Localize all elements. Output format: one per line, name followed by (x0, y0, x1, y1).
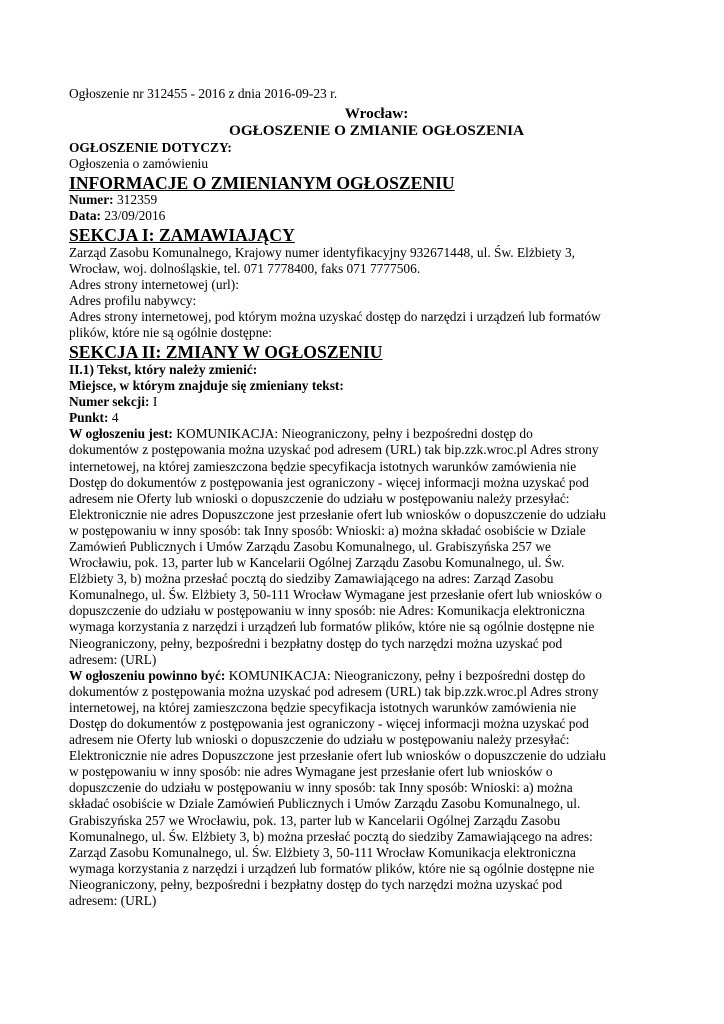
current-text-line: dopuszczenie do udziału w postępowaniu w inny sposób: nie Adres: Komunikacja elektroniczna (69, 603, 585, 619)
current-text-line: Nieograniczony, pełny, bezpośredni i bezpłatny dostęp do tych narzędzi można uzyskać pod (69, 635, 563, 651)
current-text-line: wymaga korzystania z narzędzi i urządzeń lub formatów plików, które nie są ogólnie dostępne nie (69, 619, 595, 635)
section2-location-label: Miejsce, w którym znajduje się zmieniany tekst: (69, 378, 344, 394)
new-text-line: dokumentów z postępowania można uzyskać pod adresem (URL) tak bip.zzk.wroc.pl Adres strony (69, 683, 599, 699)
new-text-line: Zarząd Zasobu Komunalnego, ul. Św. Elżbiety 3, 50-111 Wrocław Komunikacja elektroniczna (69, 844, 576, 860)
section1-line: Zarząd Zasobu Komunalnego, Krajowy numer identyfikacyjny 932671448, ul. Św. Elżbiety 3, (69, 244, 575, 260)
current-text-line (69, 426, 684, 442)
changed-notice-number (69, 192, 684, 208)
current-text-line: Dostęp do dokumentów z postępowania jest ograniczony - więcej informacji można uzyskać pod (69, 474, 589, 490)
new-text-value: KOMUNIKACJA: Nieograniczony, pełny i bezpośredni dostęp do (225, 667, 586, 683)
new-text-line: w postępowaniu w inny sposób: nie adres Wymagane jest przesłanie ofert lub wniosków o (69, 764, 553, 780)
section1-line: Adres strony internetowej, pod którym można uzyskać dostęp do narzędzi i urządzeń lub formatów (69, 309, 601, 325)
point-line (69, 410, 684, 426)
new-text-line: Grabiszyńska 257 we Wrocławiu, pok. 13, parter lub w Kancelarii Ogólnej Zarządu Zasobu (69, 812, 561, 828)
current-text-value: KOMUNIKACJA: Nieograniczony, pełny i bezpośredni dostęp do (172, 426, 533, 442)
new-text-line: wymaga korzystania z narzędzi i urządzeń lub formatów plików, które nie są ogólnie dostępne nie (69, 860, 595, 876)
concerns-label: OGŁOSZENIE DOTYCZY: (69, 139, 232, 155)
section1-line: Adres profilu nabywcy: (69, 293, 197, 309)
concerns-value: Ogłoszenia o zamówieniu (69, 155, 209, 171)
new-text-line: Nieograniczony, pełny, bezpośredni i bezpłatny dostęp do tych narzędzi można uzyskać pod (69, 876, 563, 892)
new-text-line: Elektronicznie nie adres Dopuszczone jest przesłanie ofert lub wniosków o dopuszczenie do udziału (69, 748, 606, 764)
current-text-line: Wrocławiu, pok. 13, parter lub w Kancelarii Ogólnej Zarządu Zasobu Komunalnego, ul. Św. (69, 555, 565, 571)
point-value: 4 (111, 410, 119, 426)
section1-line: Wrocław, woj. dolnośląskie, tel. 071 7778400, faks 071 7777506. (69, 260, 421, 276)
new-text-line: Dostęp do dokumentów z postępowania jest ograniczony - więcej informacji można uzyskać pod (69, 716, 589, 731)
section-number-label: Numer sekcji: (69, 394, 150, 410)
section-number-line (69, 394, 684, 410)
new-text-line: Komunalnego, ul. Św. Elżbiety 3, b) można przesłać pocztą do siedziby Zamawiającego na adres: (69, 828, 593, 844)
page-title: OGŁOSZENIE O ZMIANIE OGŁOSZENIA (229, 122, 524, 140)
city-heading: Wrocław: (344, 105, 409, 123)
section1-line: plików, które nie są ogólnie dostępne: (69, 325, 272, 341)
new-text-label: W ogłoszeniu powinno być: (69, 667, 226, 683)
section1-heading: SEKCJA I: ZAMAWIAJĄCY (69, 225, 295, 246)
section-number-value: I (152, 394, 158, 410)
new-text-line (69, 668, 684, 684)
current-text-line: adresem: (URL) (69, 651, 157, 667)
current-text-line: dokumentów z postępowania można uzyskać pod adresem (URL) tak bip.zzk.wroc.pl Adres strony (69, 442, 599, 458)
current-text-line: internetowej, na której zamieszczona będzie specyfikacja istotnych warunków zamówienia nie (69, 458, 577, 474)
section2-heading: SEKCJA II: ZMIANY W OGŁOSZENIU (69, 342, 383, 363)
new-text-line: składać osobiście w Dziale Zamówień Publicznych i Umów Zarządu Zasobu Komunalnego, ul. (69, 796, 581, 812)
current-text-line: Elektronicznie nie adres Dopuszczone jest przesłanie ofert lub wniosków o dopuszczenie do udziału (69, 506, 606, 522)
current-text-line: Elżbiety 3, b) można przesłać pocztą do siedziby Zamawiającego na adres: Zarząd Zasobu (69, 571, 554, 587)
date-value: 23/09/2016 (104, 208, 166, 224)
section2-subheading: II.1) Tekst, który należy zmienić: (69, 361, 258, 377)
date-label: Data: (69, 208, 101, 224)
changed-notice-heading: INFORMACJE O ZMIENIANYM OGŁOSZENIU (69, 172, 455, 193)
current-text-line: Komunalnego, ul. Św. Elżbiety 3, 50-111 Wrocław Wymagane jest przesłanie ofert lub wniosków o (69, 587, 602, 603)
changed-notice-date (69, 208, 684, 224)
notice-number-line: Ogłoszenie nr 312455 - 2016 z dnia 2016-09-23 r. (69, 86, 338, 101)
current-text-line: Zamówień Publicznych i Umów Zarządu Zasobu Komunalnego, ul. Grabiszyńska 257 we (69, 538, 551, 554)
new-text-line: adresem nie Oferty lub wnioski o dopuszczenie do udziału w postępowaniu należy przesyłać: (69, 732, 570, 748)
new-text-line: adresem: (URL) (69, 893, 157, 909)
new-text-line: internetowej, na której zamieszczona będzie specyfikacja istotnych warunków zamówienia nie (69, 699, 577, 715)
new-text-line: dopuszczenie do udziału w postępowaniu w inny sposób: tak Inny sposób: Wnioski: a) można (69, 780, 573, 796)
number-value: 312359 (116, 192, 158, 208)
number-label: Numer: (69, 192, 114, 208)
section1-line: Adres strony internetowej (url): (69, 277, 239, 293)
current-text-label: W ogłoszeniu jest: (69, 426, 173, 442)
current-text-line: adresem nie Oferty lub wnioski o dopuszczenie do udziału w postępowaniu należy przesyłać: (69, 490, 570, 506)
point-label: Punkt: (69, 410, 109, 426)
current-text-line: w postępowaniu w inny sposób: tak Inny sposób: Wnioski: a) można składać osobiście w Dziale (69, 522, 586, 538)
